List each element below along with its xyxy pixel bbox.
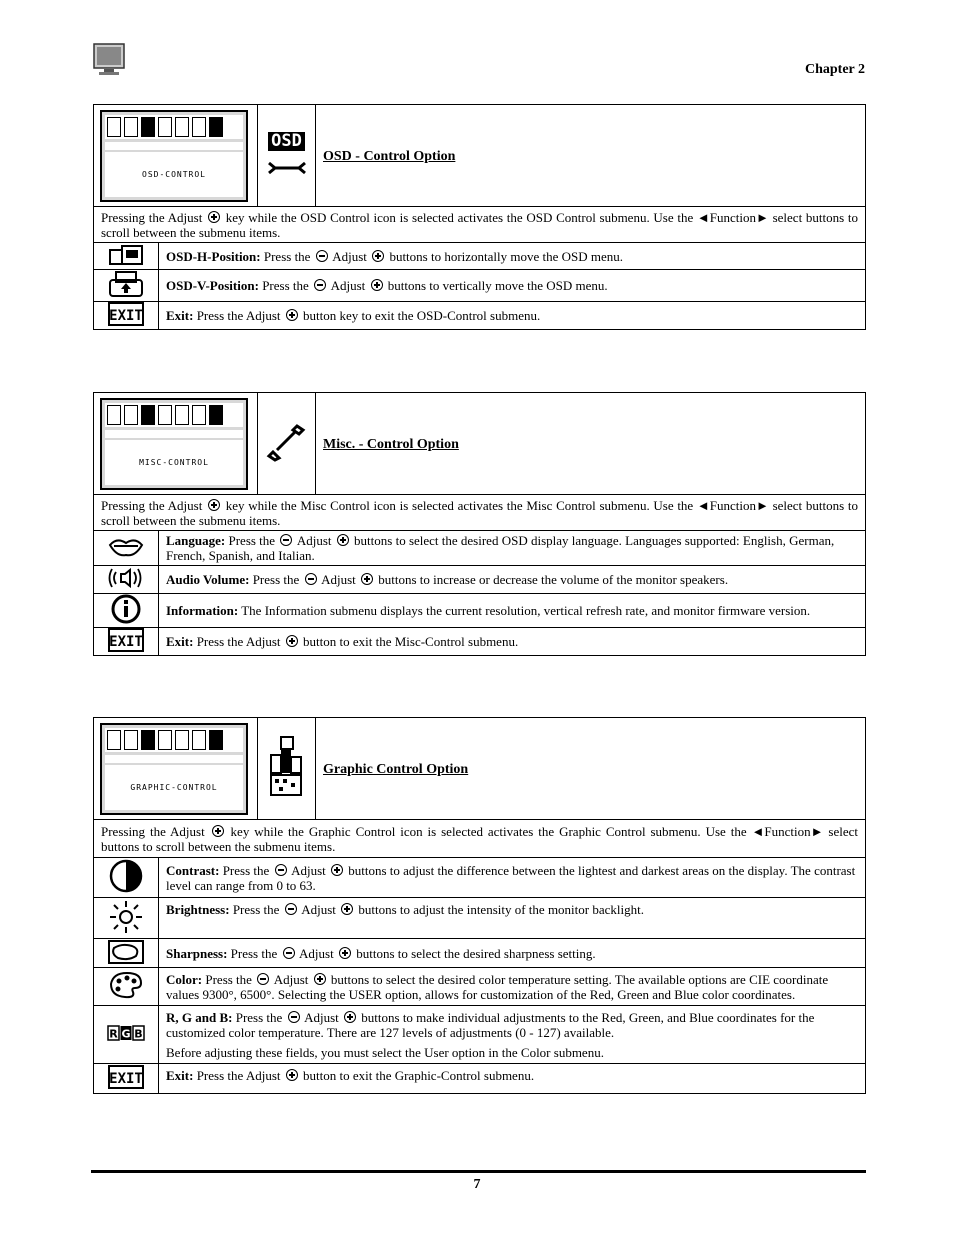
rgb-note: Before adjusting these fields, you must select the User option in the Color submenu. bbox=[166, 1044, 604, 1060]
svg-text:B: B bbox=[134, 1027, 143, 1041]
osd-screen-label: OSD-CONTROL bbox=[105, 152, 243, 197]
table-row: Contrast: Press the Adjust buttons to adjust the difference between the lightest and darkest areas on the display. The contrast level can range from 0 to 63. bbox=[94, 858, 866, 898]
minus-circle-icon bbox=[280, 534, 292, 546]
plus-circle-icon bbox=[314, 973, 326, 985]
table-row: R G B R, G and B: Press the Adjust buttons to make individual adjustments to the Red, Green, and Blue coordinates for the customized color temperature. There are 127 levels of adjustments (0 - 127) available. Before adjusting these fields, you must select the User option in the Color submenu. bbox=[94, 1006, 866, 1064]
plus-circle-icon bbox=[208, 211, 220, 223]
minus-circle-icon bbox=[316, 250, 328, 262]
page-number: 7 bbox=[473, 1177, 481, 1192]
footer-divider bbox=[91, 1170, 866, 1173]
plus-circle-icon bbox=[341, 903, 353, 915]
graphic-screen-label: GRAPHIC-CONTROL bbox=[105, 765, 243, 810]
wrench-icon bbox=[258, 159, 315, 180]
osd-control-table bbox=[93, 104, 866, 330]
minus-circle-icon bbox=[314, 279, 326, 291]
misc-title-cell bbox=[316, 393, 866, 495]
misc-description: Pressing the Adjust key while the Misc Control icon is selected activates the Misc Control submenu. Use the ◄Function► select buttons to scroll between the submenu items. bbox=[94, 495, 866, 531]
graphic-description: Pressing the Adjust key while the Graphic Control icon is selected activates the Graphic Control submenu. Use the ◄Function► select buttons to scroll between the submenu items. bbox=[94, 820, 866, 858]
table-row: EXIT Exit: Press the Adjust button key to exit the OSD-Control submenu. bbox=[94, 302, 866, 330]
plus-circle-icon bbox=[372, 250, 384, 262]
contrast-icon bbox=[94, 858, 159, 898]
v-position-icon bbox=[94, 270, 159, 302]
svg-text:R: R bbox=[109, 1027, 118, 1041]
minus-circle-icon bbox=[257, 973, 269, 985]
svg-text:EXIT: EXIT bbox=[109, 1071, 143, 1087]
minus-circle-icon bbox=[285, 903, 297, 915]
minus-circle-icon bbox=[275, 864, 287, 876]
exit-icon bbox=[94, 628, 159, 656]
misc-title: Misc. - Control Option bbox=[323, 436, 459, 452]
table-row: EXIT Exit: Press the Adjust button to exit the Graphic-Control submenu. bbox=[94, 1064, 866, 1094]
plus-circle-icon bbox=[331, 864, 343, 876]
graphic-screen bbox=[100, 723, 248, 815]
plus-circle-icon bbox=[361, 573, 373, 585]
minus-circle-icon bbox=[288, 1011, 300, 1023]
osd-description: Pressing the Adjust key while the OSD Control icon is selected activates the OSD Control submenu. Use the ◄Function► select buttons to scroll between the submenu items. bbox=[94, 207, 866, 243]
misc-control-table bbox=[93, 392, 866, 656]
plus-circle-icon bbox=[286, 635, 298, 647]
chapter-label: Chapter 2 bbox=[804, 62, 865, 77]
svg-text:EXIT: EXIT bbox=[109, 634, 143, 650]
rgb-icon bbox=[94, 1006, 159, 1064]
table-row: Information: The Information submenu displays the current resolution, vertical refresh rate, and monitor firmware version. bbox=[94, 594, 866, 628]
misc-screen bbox=[100, 398, 248, 490]
brightness-icon bbox=[94, 898, 159, 939]
exit-icon bbox=[94, 302, 159, 330]
table-row: EXIT Exit: Press the Adjust button to exit the Misc-Control submenu. bbox=[94, 628, 866, 656]
misc-big-icon-cell bbox=[258, 393, 316, 495]
graphic-screen-preview bbox=[94, 718, 258, 820]
audio-volume-icon bbox=[94, 566, 159, 594]
plus-circle-icon bbox=[344, 1011, 356, 1023]
table-row: OSD-V-Position: Press the Adjust buttons to vertically move the OSD menu. bbox=[94, 270, 866, 302]
osd-big-icon-cell bbox=[258, 105, 316, 207]
table-row: Language: Press the Adjust buttons to select the desired OSD display language. Languages supported: English, German, French, Spanish, and Italian. bbox=[94, 531, 866, 566]
minus-circle-icon bbox=[283, 947, 295, 959]
osd-screen bbox=[100, 110, 248, 202]
svg-text:G: G bbox=[121, 1027, 131, 1041]
wrench-icon bbox=[265, 420, 309, 464]
misc-screen-label: MISC-CONTROL bbox=[105, 440, 243, 485]
svg-text:EXIT: EXIT bbox=[109, 308, 143, 324]
sharpness-icon bbox=[94, 939, 159, 968]
osd-title-cell bbox=[316, 105, 866, 207]
table-row: OSD-H-Position: Press the Adjust buttons to horizontally move the OSD menu. bbox=[94, 243, 866, 270]
information-icon bbox=[94, 594, 159, 628]
misc-screen-preview bbox=[94, 393, 258, 495]
table-row: Brightness: Press the Adjust buttons to adjust the intensity of the monitor backlight. bbox=[94, 898, 866, 939]
plus-circle-icon bbox=[208, 499, 220, 511]
graphic-title-cell bbox=[316, 718, 866, 820]
graphic-control-table bbox=[93, 717, 866, 1094]
plus-circle-icon bbox=[371, 279, 383, 291]
plus-circle-icon bbox=[339, 947, 351, 959]
plus-circle-icon bbox=[286, 309, 298, 321]
plus-circle-icon bbox=[337, 534, 349, 546]
color-palette-icon bbox=[94, 968, 159, 1006]
graphic-big-icon-cell bbox=[258, 718, 316, 820]
table-row: Audio Volume: Press the Adjust buttons to increase or decrease the volume of the monitor speakers. bbox=[94, 566, 866, 594]
table-row: Sharpness: Press the Adjust buttons to select the desired sharpness setting. bbox=[94, 939, 866, 968]
osd-icon: OSD bbox=[268, 132, 305, 151]
h-position-icon bbox=[94, 243, 159, 270]
exit-icon bbox=[94, 1064, 159, 1094]
minus-circle-icon bbox=[305, 573, 317, 585]
language-icon bbox=[94, 531, 159, 566]
plus-circle-icon bbox=[212, 825, 224, 837]
plus-circle-icon bbox=[286, 1069, 298, 1081]
graphic-title: Graphic Control Option bbox=[323, 761, 469, 777]
osd-screen-preview bbox=[94, 105, 258, 207]
osd-title: OSD - Control Option bbox=[323, 148, 456, 164]
table-row: Color: Press the Adjust buttons to select the desired color temperature setting. The available options are CIE coordinate values 9300°, 6500°. Selecting the USER option, allows for customization of the Red, Green and Blue color coordinates. bbox=[94, 968, 866, 1006]
graphic-control-icon bbox=[267, 735, 307, 799]
monitor-icon bbox=[92, 42, 128, 78]
